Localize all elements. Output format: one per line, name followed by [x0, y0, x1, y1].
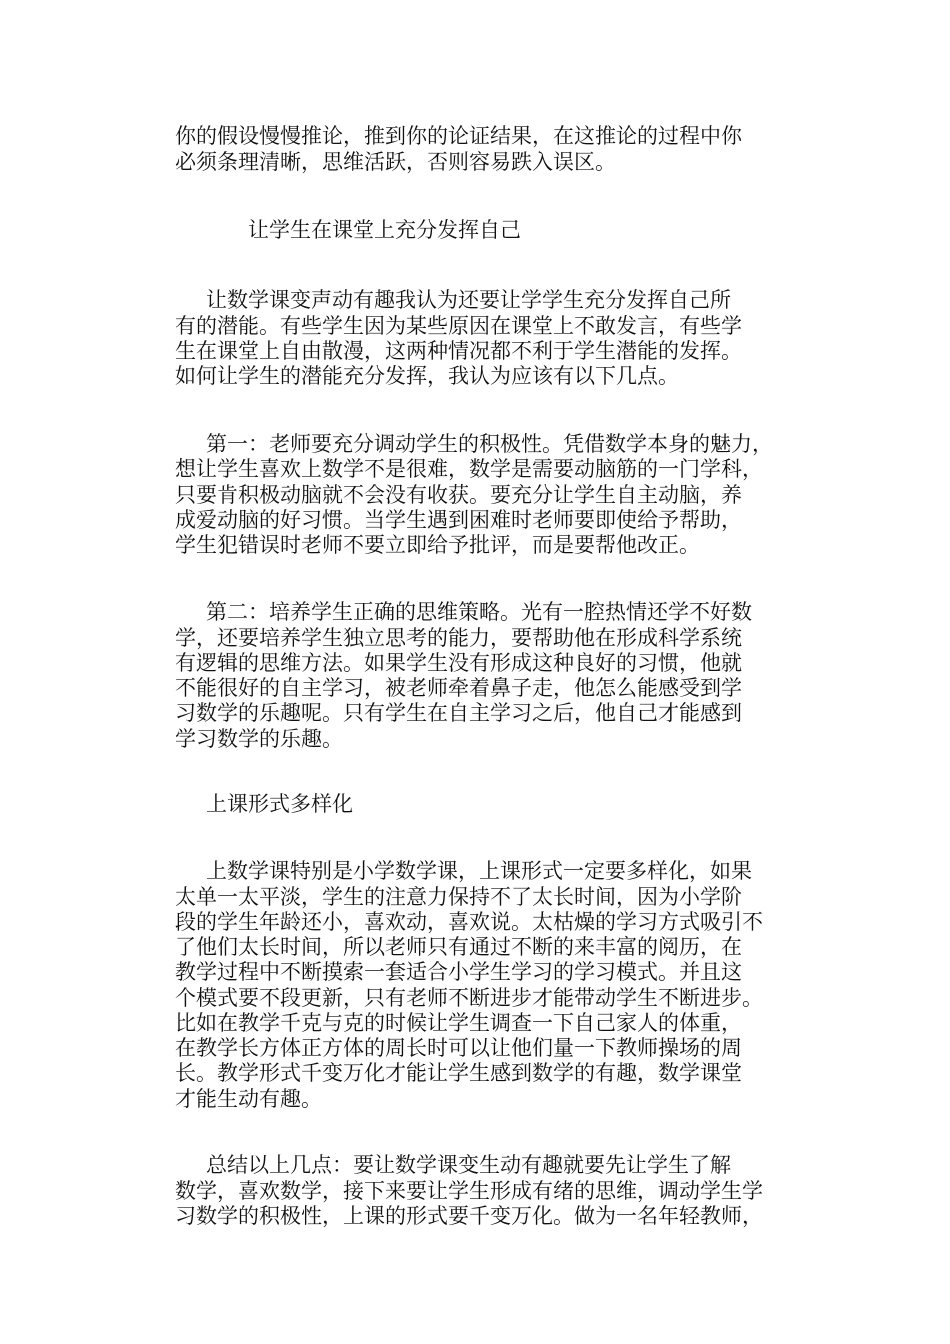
paragraph-line: 不能很好的自主学习，被老师牵着鼻子走，他怎么能感受到学 — [175, 676, 742, 700]
paragraph-line: 上数学课特别是小学数学课，上课形式一定要多样化，如果 — [206, 859, 752, 883]
paragraph-line: 太单一太平淡，学生的注意力保持不了太长时间，因为小学阶 — [175, 885, 742, 909]
paragraph-line: 个模式要不段更新，只有老师不断进步才能带动学生不断进步。 — [175, 986, 763, 1010]
paragraph-line: 生在课堂上自由散漫，这两种情况都不利于学生潜能的发挥。 — [175, 339, 742, 363]
paragraph-line: 想让学生喜欢上数学不是很难，数学是需要动脑筋的一门学科， — [175, 457, 763, 481]
paragraph-line: 了他们太长时间，所以老师只有通过不断的来丰富的阅历，在 — [175, 935, 742, 959]
paragraph-line: 只要肯积极动脑就不会没有收获。要充分让学生自主动脑，养 — [175, 483, 742, 507]
paragraph-line: 第一：老师要充分调动学生的积极性。凭借数学本身的魅力， — [206, 432, 773, 456]
paragraph-line: 比如在教学千克与克的时候让学生调查一下自己家人的体重， — [175, 1011, 742, 1035]
section-heading: 上课形式多样化 — [206, 792, 353, 816]
paragraph-line: 习数学的积极性，上课的形式要千变万化。做为一名年轻教师， — [175, 1204, 763, 1228]
paragraph-line: 有逻辑的思维方法。如果学生没有形成这种良好的习惯，他就 — [175, 651, 742, 675]
paragraph-line: 成爱动脑的好习惯。当学生遇到困难时老师要即使给予帮助， — [175, 508, 742, 532]
paragraph-line: 必须条理清晰，思维活跃，否则容易跌入误区。 — [175, 150, 616, 174]
paragraph-line: 总结以上几点：要让数学课变生动有趣就要先让学生了解 — [206, 1153, 731, 1177]
paragraph-line: 教学过程中不断摸索一套适合小学生学习的学习模式。并且这 — [175, 960, 742, 984]
paragraph-line: 你的假设慢慢推论，推到你的论证结果，在这推论的过程中你 — [175, 124, 742, 148]
paragraph-line: 数学，喜欢数学，接下来要让学生形成有绪的思维，调动学生学 — [175, 1179, 763, 1203]
paragraph-line: 学生犯错误时老师不要立即给予批评，而是要帮他改正。 — [175, 533, 700, 557]
paragraph-line: 第二：培养学生正确的思维策略。光有一腔热情还学不好数 — [206, 600, 752, 624]
paragraph-line: 在教学长方体正方体的周长时可以让他们量一下教师操场的周 — [175, 1036, 742, 1060]
paragraph-line: 学习数学的乐趣。 — [175, 727, 343, 751]
paragraph-line: 学，还要培养学生独立思考的能力，要帮助他在形成科学系统 — [175, 626, 742, 650]
paragraph-line: 让数学课变声动有趣我认为还要让学学生充分发挥自己所 — [206, 288, 731, 312]
paragraph-line: 长。教学形式千变万化才能让学生感到数学的有趣，数学课堂 — [175, 1061, 742, 1085]
paragraph-line: 有的潜能。有些学生因为某些原因在课堂上不敢发言，有些学 — [175, 314, 742, 338]
section-heading: 让学生在课堂上充分发挥自己 — [248, 218, 521, 242]
paragraph-line: 习数学的乐趣呢。只有学生在自主学习之后，他自己才能感到 — [175, 701, 742, 725]
paragraph-line: 如何让学生的潜能充分发挥，我认为应该有以下几点。 — [175, 364, 679, 388]
paragraph-line: 段的学生年龄还小，喜欢动，喜欢说。太枯燥的学习方式吸引不 — [175, 910, 763, 934]
paragraph-line: 才能生动有趣。 — [175, 1087, 322, 1111]
